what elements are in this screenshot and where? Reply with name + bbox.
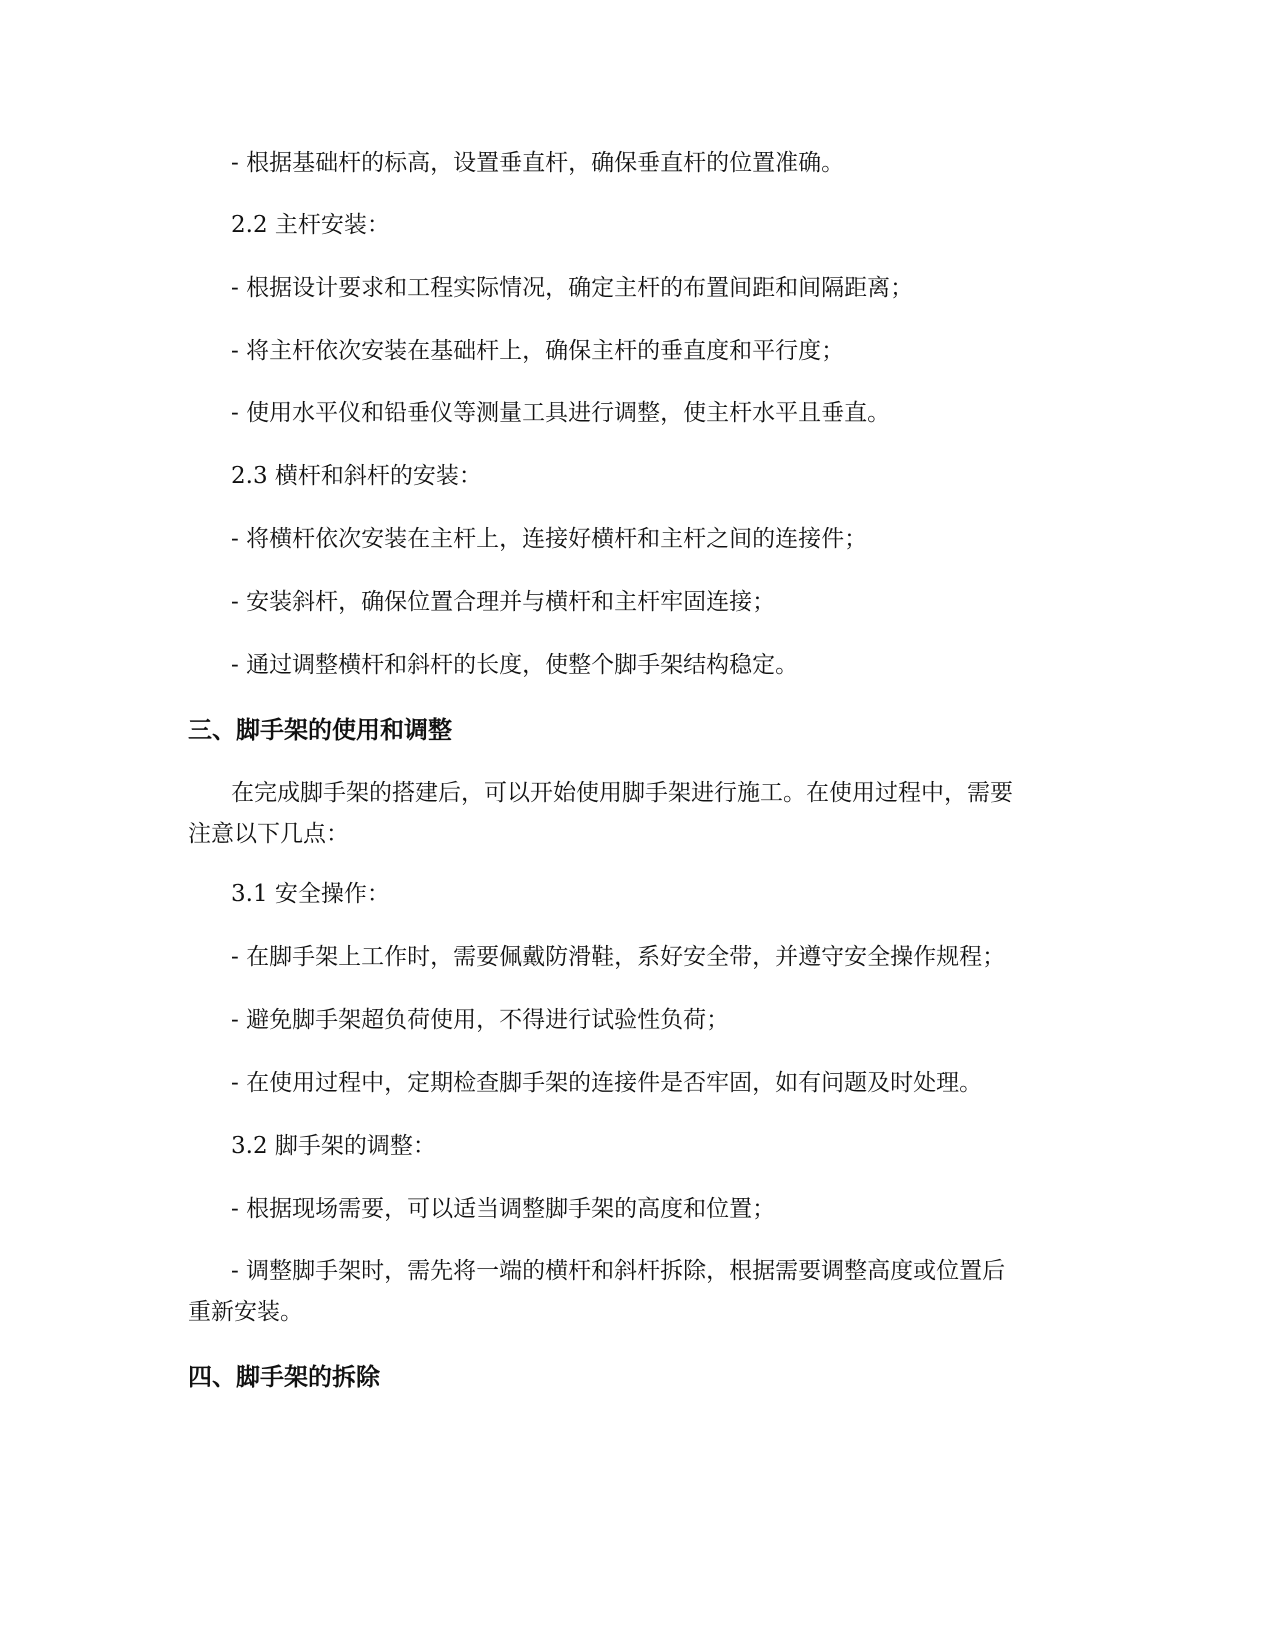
subheading-3-1: 3.1 安全操作：: [231, 881, 390, 907]
paragraph-adjust-procedure-line-1: - 调整脚手架时，需先将一端的横杆和斜杆拆除，根据需要调整高度或位置后: [231, 1258, 1006, 1284]
subheading-2-2: 2.2 主杆安装：: [231, 212, 390, 238]
section-3-intro-line-2: 注意以下几点：: [188, 821, 349, 847]
subheading-3-2: 3.2 脚手架的调整：: [231, 1133, 436, 1159]
paragraph-avoid-overload: - 避免脚手架超负荷使用，不得进行试验性负荷；: [231, 1007, 730, 1033]
paragraph-crossbar-install: - 将横杆依次安装在主杆上，连接好横杆和主杆之间的连接件；: [231, 526, 868, 552]
paragraph-main-rod-spacing: - 根据设计要求和工程实际情况，确定主杆的布置间距和间隔距离；: [231, 275, 914, 301]
paragraph-structure-stable: - 通过调整横杆和斜杆的长度，使整个脚手架结构稳定。: [231, 652, 799, 678]
paragraph-periodic-check: - 在使用过程中，定期检查脚手架的连接件是否牢固，如有问题及时处理。: [231, 1070, 983, 1096]
paragraph-set-vertical-rod: - 根据基础杆的标高，设置垂直杆，确保垂直杆的位置准确。: [231, 150, 845, 176]
section-4-heading: 四、脚手架的拆除: [188, 1363, 380, 1391]
section-3-intro-line-1: 在完成脚手架的搭建后，可以开始使用脚手架进行施工。在使用过程中，需要: [231, 780, 1013, 806]
paragraph-adjust-height: - 根据现场需要，可以适当调整脚手架的高度和位置；: [231, 1196, 776, 1222]
paragraph-safety-gear: - 在脚手架上工作时，需要佩戴防滑鞋，系好安全带，并遵守安全操作规程；: [231, 944, 1006, 970]
paragraph-main-rod-adjust: - 使用水平仪和铅垂仪等测量工具进行调整，使主杆水平且垂直。: [231, 400, 891, 426]
subheading-2-3: 2.3 横杆和斜杆的安装：: [231, 463, 482, 489]
paragraph-adjust-procedure-line-2: 重新安装。: [188, 1299, 303, 1325]
paragraph-diagonal-install: - 安装斜杆，确保位置合理并与横杆和主杆牢固连接；: [231, 589, 776, 615]
paragraph-main-rod-install: - 将主杆依次安装在基础杆上，确保主杆的垂直度和平行度；: [231, 338, 845, 364]
section-3-heading: 三、脚手架的使用和调整: [188, 716, 452, 744]
